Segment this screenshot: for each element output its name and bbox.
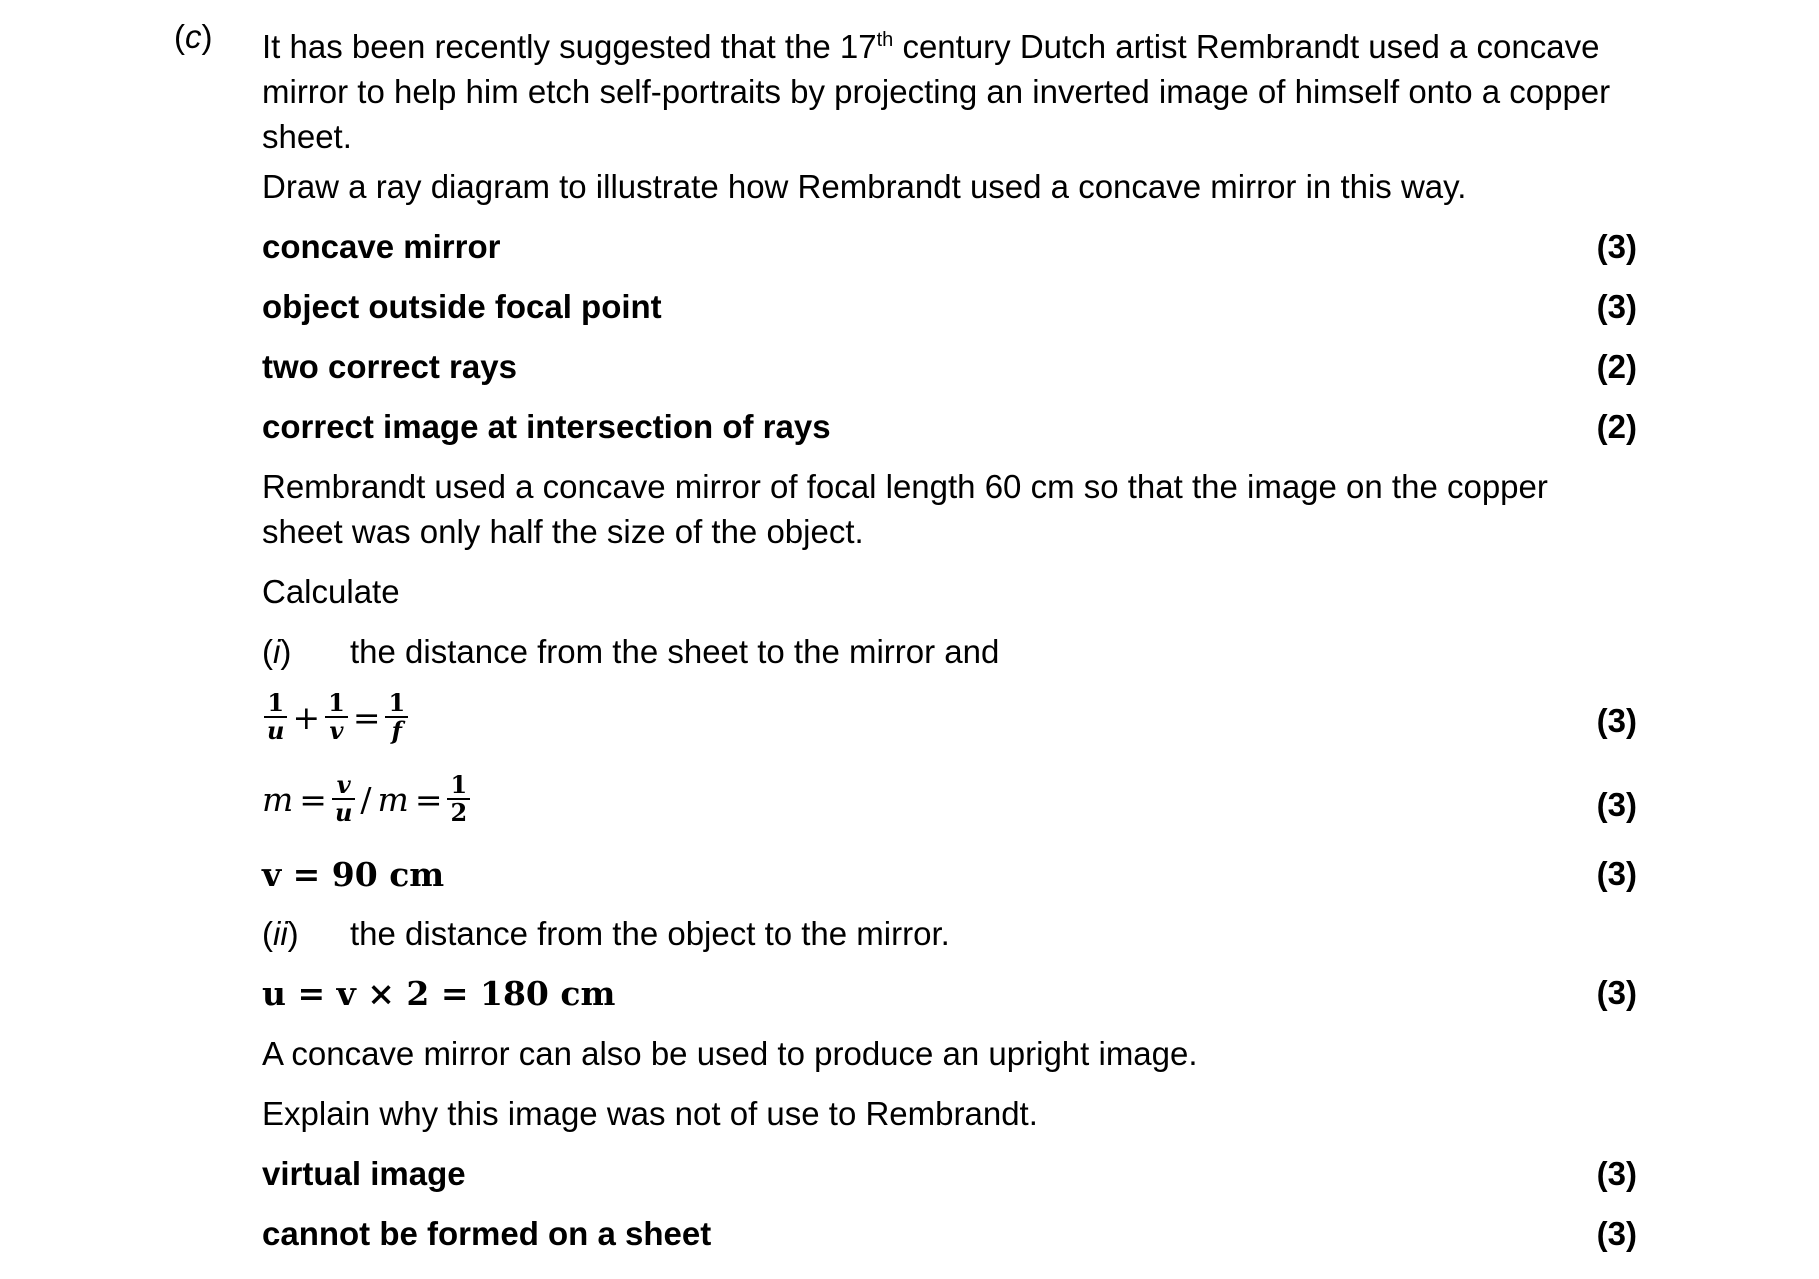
scenario-line-1: Rembrandt used a concave mirror of focal length 60 cm so that the image on the copper bbox=[262, 468, 1548, 505]
magnification-formula: m = $\frac{v}{u}$ / m = $\frac{1}{2}$ bbox=[262, 772, 472, 826]
instruction-text: Draw a ray diagram to illustrate how Rembrandt used a concave mirror in this way. bbox=[262, 168, 1467, 205]
point-correct-image: correct image at intersection of rays bbox=[262, 408, 831, 445]
mark-cannot-form: (3) bbox=[1596, 1215, 1637, 1252]
intro-suffix: century Dutch artist Rembrandt used a concave mirror to help him etch self-portraits by projecting an inverted image of himself onto a copper sheet. bbox=[262, 28, 1611, 155]
point-concave-mirror: concave mirror bbox=[262, 228, 501, 265]
result-v: v = 90 cm bbox=[262, 855, 445, 894]
mark-result-u: (3) bbox=[1596, 974, 1637, 1011]
mark-object-outside-focal: (3) bbox=[1596, 288, 1637, 325]
point-object-outside-focal: object outside focal point bbox=[262, 288, 662, 325]
lens-formula: $\frac{1}{u}$ + $\frac{1}{v}$ = $\frac{1}{f}$ bbox=[262, 690, 410, 744]
upright-line: A concave mirror can also be used to produce an upright image. bbox=[262, 1035, 1198, 1072]
fraction-1-over-f: $\frac{1}{f}$ bbox=[385, 690, 408, 744]
result-u: u = v × 2 = 180 cm bbox=[262, 974, 616, 1013]
intro-paragraph bbox=[262, 18, 1682, 159]
fraction-v-over-u: $\frac{v}{u}$ bbox=[332, 772, 355, 826]
mark-lens-formula: (3) bbox=[1596, 702, 1637, 739]
part-letter: c bbox=[185, 18, 202, 55]
mark-result-v: (3) bbox=[1596, 855, 1637, 892]
mark-magnification: (3) bbox=[1596, 786, 1637, 823]
calculate-label: Calculate bbox=[262, 573, 400, 610]
answer-cannot-form: cannot be formed on a sheet bbox=[262, 1215, 712, 1252]
fraction-1-over-v: $\frac{1}{v}$ bbox=[325, 690, 348, 744]
fraction-one-half: $\frac{1}{2}$ bbox=[447, 772, 470, 826]
scenario-line-2: sheet was only half the size of the object. bbox=[262, 513, 864, 550]
answer-virtual-image: virtual image bbox=[262, 1155, 466, 1192]
fraction-1-over-u: $\frac{1}{u}$ bbox=[264, 690, 287, 744]
part-ii-text: the distance from the object to the mirror. bbox=[350, 915, 950, 952]
mark-virtual-image: (3) bbox=[1596, 1155, 1637, 1192]
point-two-rays: two correct rays bbox=[262, 348, 517, 385]
part-i-text: the distance from the sheet to the mirror and bbox=[350, 633, 1000, 670]
mark-two-rays: (2) bbox=[1596, 348, 1637, 385]
explain-line: Explain why this image was not of use to Rembrandt. bbox=[262, 1095, 1038, 1132]
mark-correct-image: (2) bbox=[1596, 408, 1637, 445]
mark-concave-mirror: (3) bbox=[1596, 228, 1637, 265]
part-i-label: (i) bbox=[262, 633, 292, 670]
intro-prefix: It has been recently suggested that the 17 bbox=[262, 28, 877, 65]
part-label: (c) bbox=[174, 18, 213, 55]
part-ii-label: (ii) bbox=[262, 915, 299, 952]
intro-superscript: th bbox=[876, 29, 894, 51]
